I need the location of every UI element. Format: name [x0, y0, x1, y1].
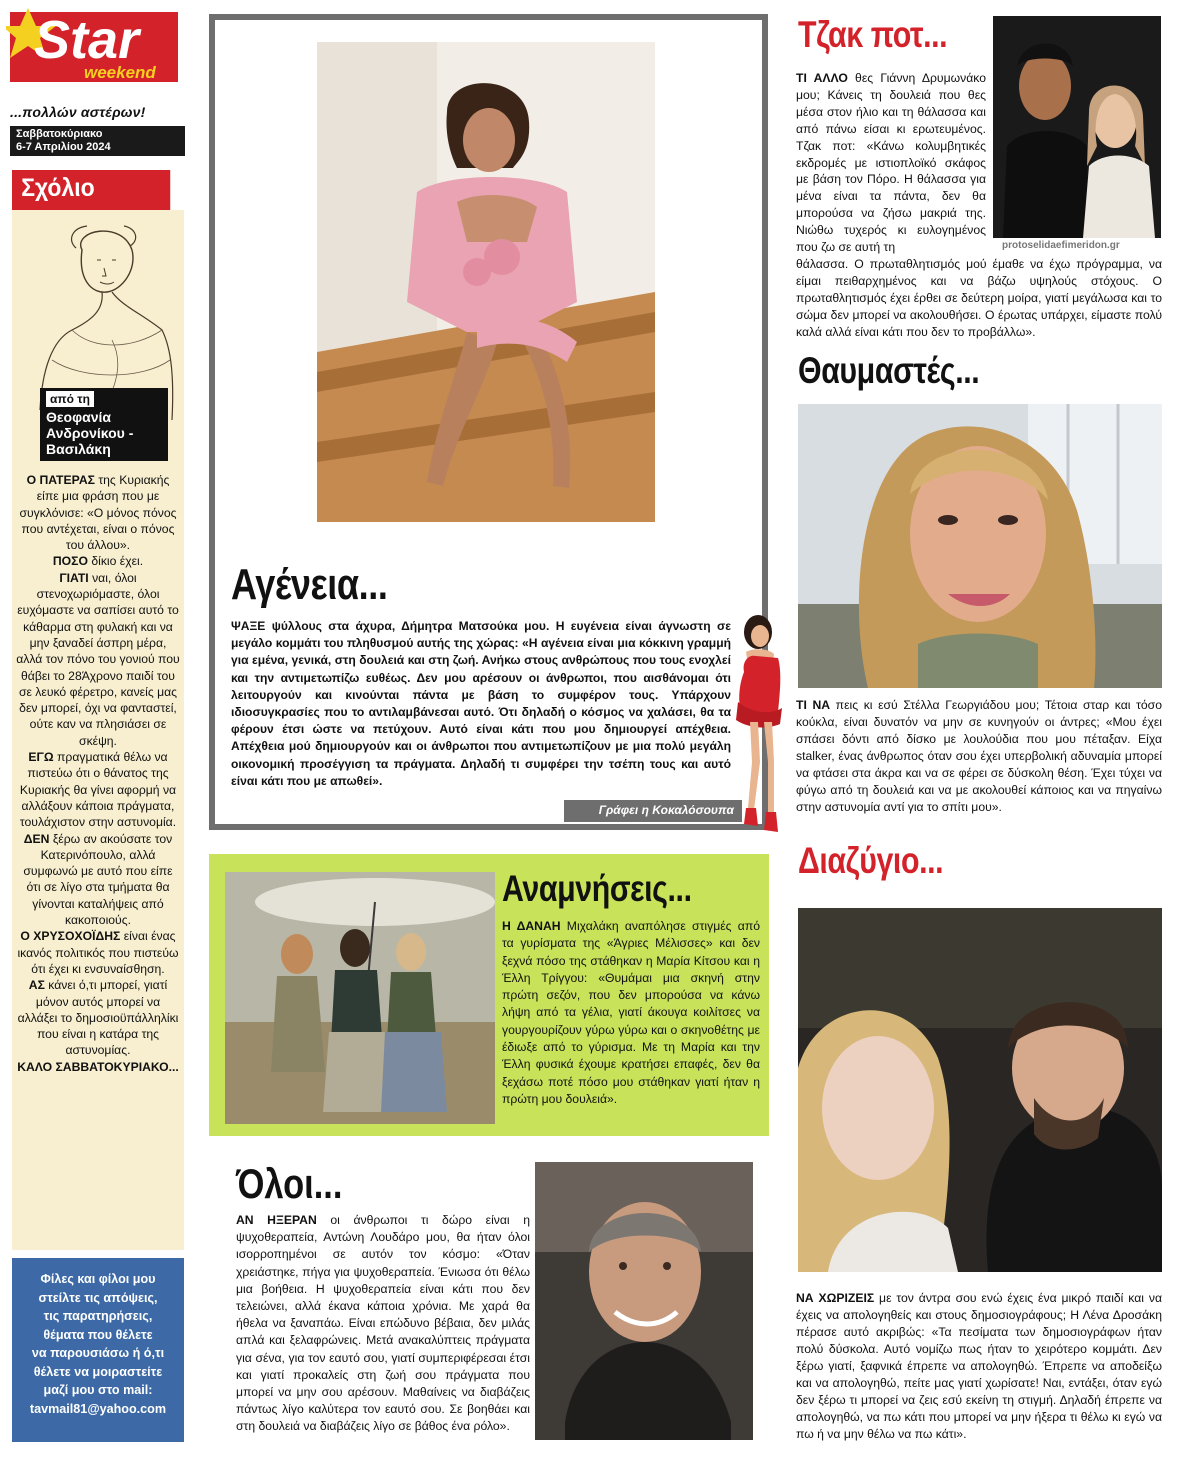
issue-date: [10, 126, 185, 156]
thavmastes-text: πεις κι εσύ Στέλλα Γεωργιάδου μου; Τέτοια σταρ και τόσο κούκλα, είναι δυνατόν να μην σε κυνηγούν οι άντρες; «Μου έχει σπάσει δόντι από δίσκο με λουλούδια που μου πέταξαν. Είχα stalker, ένας άνθρωπος όταν σου έχει υπερβολική αδυναμία μπορεί να φτάσει στα άκρα και να σε φέρει σε δύσκολη θέση. Έχει τύχει να φύγω από τη δουλειά και να με ακολουθεί κάποιος και να πηγαίνω στην αστυνομία αντί για το σπίτι μου».: [796, 698, 1162, 814]
agenia-article: [209, 14, 768, 830]
mail-line: να παρουσιάσω ή ό,τι: [31, 1346, 165, 1360]
tzak-text-part1: θες Γιάννη Δρυμωνάκο μου; Κάνεις τη δουλειά που θες μέσα στον ήλιο και τη θάλασσα και από πάνω είσαι κι ερωτευμένος. Τζακ ποτ: «Κάνω κολυμβητικές εκδρομές με ιστιοπλοϊκό σκάφος με βάση τον Πόρο. Η θάλασσα για μένα είναι τα πάντα, δεν θα μπορούσα να ζήσω μακριά της. Νιώθω τυχερός κι ευλογημένος που ζω σε αυτή τη: [796, 71, 986, 255]
paragraph-lead: ΓΙΑΤΙ: [59, 570, 89, 585]
author-name: Θεοφανία Ανδρονίκου - Βασιλάκη: [46, 409, 134, 457]
agenia-title: Αγένεια...: [231, 560, 388, 609]
agries-melisses-cast-photo: [225, 872, 495, 1124]
mail-line: θέματα που θέλετε: [43, 1327, 153, 1342]
star-weekend-logo: [6, 6, 182, 90]
author-credit: [40, 388, 168, 461]
loudaros-photo: [535, 1162, 753, 1440]
mail-line: στείλτε τις απόψεις,: [38, 1290, 158, 1305]
comment-paragraph: [16, 749, 180, 830]
paragraph-text: ξέρω αν ακούσατε τον Κατερινόπουλο, αλλά συμφωνώ με αυτό που είπε ότι σε λίγο στα τμήματα θα γίνονται καταλήψεις από κακοποιούς.: [23, 831, 173, 928]
tzak-text-part2: θάλασσα. Ο πρωταθλητισμός μού έμαθε να έχω πρόγραμμα, να είμαι πειθαρχημένος και να βάζω υψηλούς στόχους. Ο πρωταθλητισμός έχει έρθει σε δεύτερη μοίρα, γιατί μεγάλωσα και το σώμα δεν μπορεί να ακολουθήσει. Ο έρωτας υπάρχει, είμαστε πολύ καλά αλλά είναι κάτι που δεν το προβάλλω».: [796, 256, 1162, 339]
issue-date-line2: 6-7 Απριλίου 2024: [16, 141, 111, 153]
paragraph-text: ναι, όλοι στενοχωριόμαστε, όλοι ευχόμαστε να σαπίσει αυτό το κάθαρμα στη φυλακή και να μην ξαναδεί άσπρη μέρα, αλλά τον πόνο του γονιού που θάβει το 28Άχρονο παιδί του σε λευκό φέρετρο, κανείς μας δεν μπορεί, όχι να φανταστεί, ούτε καν να πλησιάσει σε σκέψη.: [16, 570, 180, 748]
tzak-narrow-text: [796, 70, 986, 256]
tagline: ...πολλών αστέρων!: [10, 104, 146, 120]
tzak-title: Τζακ ποτ...: [798, 14, 948, 55]
georgiadou-photo: [798, 404, 1162, 688]
comment-paragraph: [16, 977, 180, 1058]
comment-paragraph: [16, 831, 180, 929]
comment-paragraph: [16, 1059, 180, 1075]
paragraph-text: κάνει ό,τι μπορεί, γιατί μόνον αυτός μπορεί να αλλάξει το δημοσιοϋπάλληλίκι που είναι η κατάρα της αστυνομίας.: [17, 978, 179, 1058]
oloi-text: οι άνθρωποι τι δώρο είναι η ψυχοθεραπεία, Αντώνη Λουδάρο μου, θα ήταν όλοι ισορροπημένοι σε αυτόν τον κόσμο: «Όταν χρειάστηκε, πήγα για ψυχοθεραπεία. Ένιωσα ότι θέλω μια βοήθεια. Η ψυχοθεραπεία είναι κάτι που δεν τελειώνει, αλλά έκανα κάποια χρόνια. Με χαρά θα ήθελα να ξαναπάω. Είναι επώδυνο βέβαια, δεν μιλάς απλά και ξελαφρώνεις. Μετά ανακαλύπτεις πράγματα για σένα, για τον εαυτό σου, γιατί συμπεριφέρεσαι έτσι και γιατί προκαλείς στη ζωή σου πράγματα που μπορεί να μην σου αρέσουν. Μαθαίνεις να διαβάζεις πάντως λίγο καλύτερα τον εαυτό σου. Σε βοηθάει και στη δουλειά να διαβάζεις λίγο σε βάθος ένα ρόλο».: [236, 1213, 530, 1434]
mail-line: θέλετε να μοιραστείτε: [33, 1364, 163, 1379]
paragraph-lead: ΚΑΛΟ ΣΑΒΒΑΤΟΚΥΡΙΑΚΟ...: [17, 1059, 179, 1074]
oloi-lead: ΑΝ ΗΞΕΡΑΝ: [236, 1213, 317, 1227]
comment-paragraph: [16, 570, 180, 749]
mail-line: μαζί μου στο mail:: [43, 1383, 153, 1397]
mail-line: Φίλες και φίλοι μου: [40, 1272, 156, 1286]
author-prefix: από τη: [46, 391, 94, 407]
comment-paragraph: [16, 928, 180, 977]
paragraph-lead: ΠΟΣΟ: [52, 554, 88, 569]
comment-column: [12, 210, 184, 1250]
diazygio-body: [796, 1290, 1162, 1443]
column-byline: Γράφει η Κοκαλόσουπα: [564, 800, 742, 822]
tzak-lead: ΤΙ ΑΛΛΟ: [796, 71, 848, 85]
paragraph-text: πραγματικά θέλω να πιστεύω ότι ο θάνατος της Κυριακής θα γίνει αφορμή να αλλάξουν κάποια πράγματα, τουλάχιστον στην αστυνομία.: [19, 750, 177, 830]
paragraph-text: δίκιο έχει.: [87, 554, 144, 569]
diazygio-title: Διαζύγιο...: [798, 840, 944, 881]
thavmastes-body: [796, 697, 1162, 816]
paragraph-lead: ΑΣ: [28, 978, 45, 993]
paragraph-lead: ΕΓΩ: [28, 750, 54, 765]
anamniseis-article: [209, 854, 769, 1136]
diazygio-lead: ΝΑ ΧΩΡΙΖΕΙΣ: [796, 1291, 875, 1305]
logo-star-text: Star: [34, 10, 140, 70]
matsouka-photo: [317, 42, 655, 522]
mail-line: τις παρατηρήσεις,: [43, 1309, 153, 1323]
reader-mail-box: [12, 1258, 184, 1442]
paragraph-lead: Ο ΠΑΤΕΡΑΣ: [26, 473, 95, 487]
paragraph-lead: ΔΕΝ: [23, 831, 50, 846]
logo-weekend-text: weekend: [84, 63, 156, 82]
paragraph-text: είναι ένας ικανός πολιτικός που πιστεύω ότι έχει κι ενσυναίσθηση.: [17, 929, 179, 976]
paragraph-lead: Ο ΧΡΥΣΟΧΟΪΔΗΣ: [20, 929, 121, 944]
anamniseis-title: Αναμνήσεις...: [502, 868, 692, 909]
agenia-body: ΨΑΞΕ ψύλλους στα άχυρα, Δήμητρα Ματσούκα μου. Η ευγένεια είναι άγνωστη σε μεγάλο κομμάτι του πληθυσμού αυτής της χώρας: «Η αγένεια είναι μια κόκκινη γραμμή για εμένα, γενικά, στη δουλειά και στη ζωή. Ανήκω στους ανθρώπους που τους ενοχλεί και την αντιμετωπίζω ευθέως. Δεν μου αρέσουν οι άνθρωποι, που αισθάνομαι ότι λειτουργούν και κινούνται πάντα με βάση το συμφέρον τους. Υπάρχουν ιδιοσυγκρασίες που το αντιλαμβάνεσαι αυτό. Ότι δηλαδή ο κόσμος να χαλάσει, θα τα φέρουν έτσι ώστε να πετύχουν. Αυτό είναι κάτι που μου δημιουργεί απέχθεια. Απέχθεια μού δημιουργούν και οι άνθρωποι που αντιμετωπίζουν με μια πολύ μεγάλη οικονομική προσέγγιση τα πράγματα. Δηλαδή τι συμφέρει την τσέπη τους και αυτό είναι κάτι που με απωθεί».: [231, 619, 731, 788]
drosaki-photo: [798, 908, 1162, 1272]
thavmastes-lead: ΤΙ ΝΑ: [796, 698, 831, 712]
anamniseis-lead: Η ΔΑΝΑΗ: [502, 919, 561, 933]
mail-address-link[interactable]: tavmail81@yahoo.com: [29, 1401, 167, 1416]
comment-heading: Σχόλιο: [12, 170, 170, 210]
comment-text: [12, 472, 184, 1075]
oloi-body: [236, 1212, 530, 1436]
comment-paragraph: [16, 472, 180, 553]
diazygio-text: με τον άντρα σου ενώ έχεις ένα μικρό παιδί και να έχεις να απολογηθείς και στους δημοσιογράφους; Η Λένα Δροσάκη πέρασε αυτό ακριβώς: «Τα πεσίματα των δημοσιογράφων ήταν πολύ δύσκολα. Αυτό νομίζω πως ήταν το χειρότερο κομμάτι. Δεν ξέρω γιατί, ξαφνικά έπρεπε να απολογηθώ. Έπρεπε να αποδείξω και να απολογηθώ, πείτε μας γιατί χωρίσατε! Ναι, εντάξει, όταν εγώ δεν ξέρω τι μπορεί να ζεις εσύ εκείνη τη στιγμή. Δηλαδή έπρεπε να απολογηθώ, να πω κάτι που μπορεί να μην ήξερα τι θέλω κι εγώ να πω ή να μην θέλω να πω κάτι».: [796, 1291, 1162, 1441]
paragraph-text: της Κυριακής είπε μια φράση που με συγκλόνισε: «Ο μόνος πόνος που αντέχεται, είναι ο πόνος του άλλου».: [19, 473, 177, 553]
anamniseis-body: [502, 918, 760, 1108]
oloi-title: Όλοι...: [236, 1160, 343, 1207]
comment-paragraph: [16, 553, 180, 569]
thavmastes-title: Θαυμαστές...: [798, 350, 980, 391]
watermark: protoselidaefimeridon.gr: [1002, 240, 1120, 251]
issue-date-line1: Σαββατοκύριακο: [16, 128, 103, 140]
anamniseis-text: Μιχαλάκη αναπόλησε στιγμές από τα γυρίσματα της «Άγριες Μέλισσες» και δεν ξεχνά πόσο της στάθηκαν η Μαρία Κίτσου και η Έλλη Τρίγγου: «Θυμάμαι μια σκηνή στην πρώτη σεζόν, που δεν μπορούσα να κάνω λήψη από τα γέλια, γιατί άκουγα κοιλίτσες να γουργουρίζουν γύρω γύρω και ο σκηνοθέτης με έδιωξε από το γύρισμα. Με τη Μαρία και την Έλλη φυσικά έχουμε κρατήσει επαφές, δεν θα ξεχάσω ποτέ πόσο μου στάθηκαν γιατί ήταν η πρώτη μου δουλειά».: [502, 919, 761, 1106]
tzak-body: [796, 70, 1162, 341]
